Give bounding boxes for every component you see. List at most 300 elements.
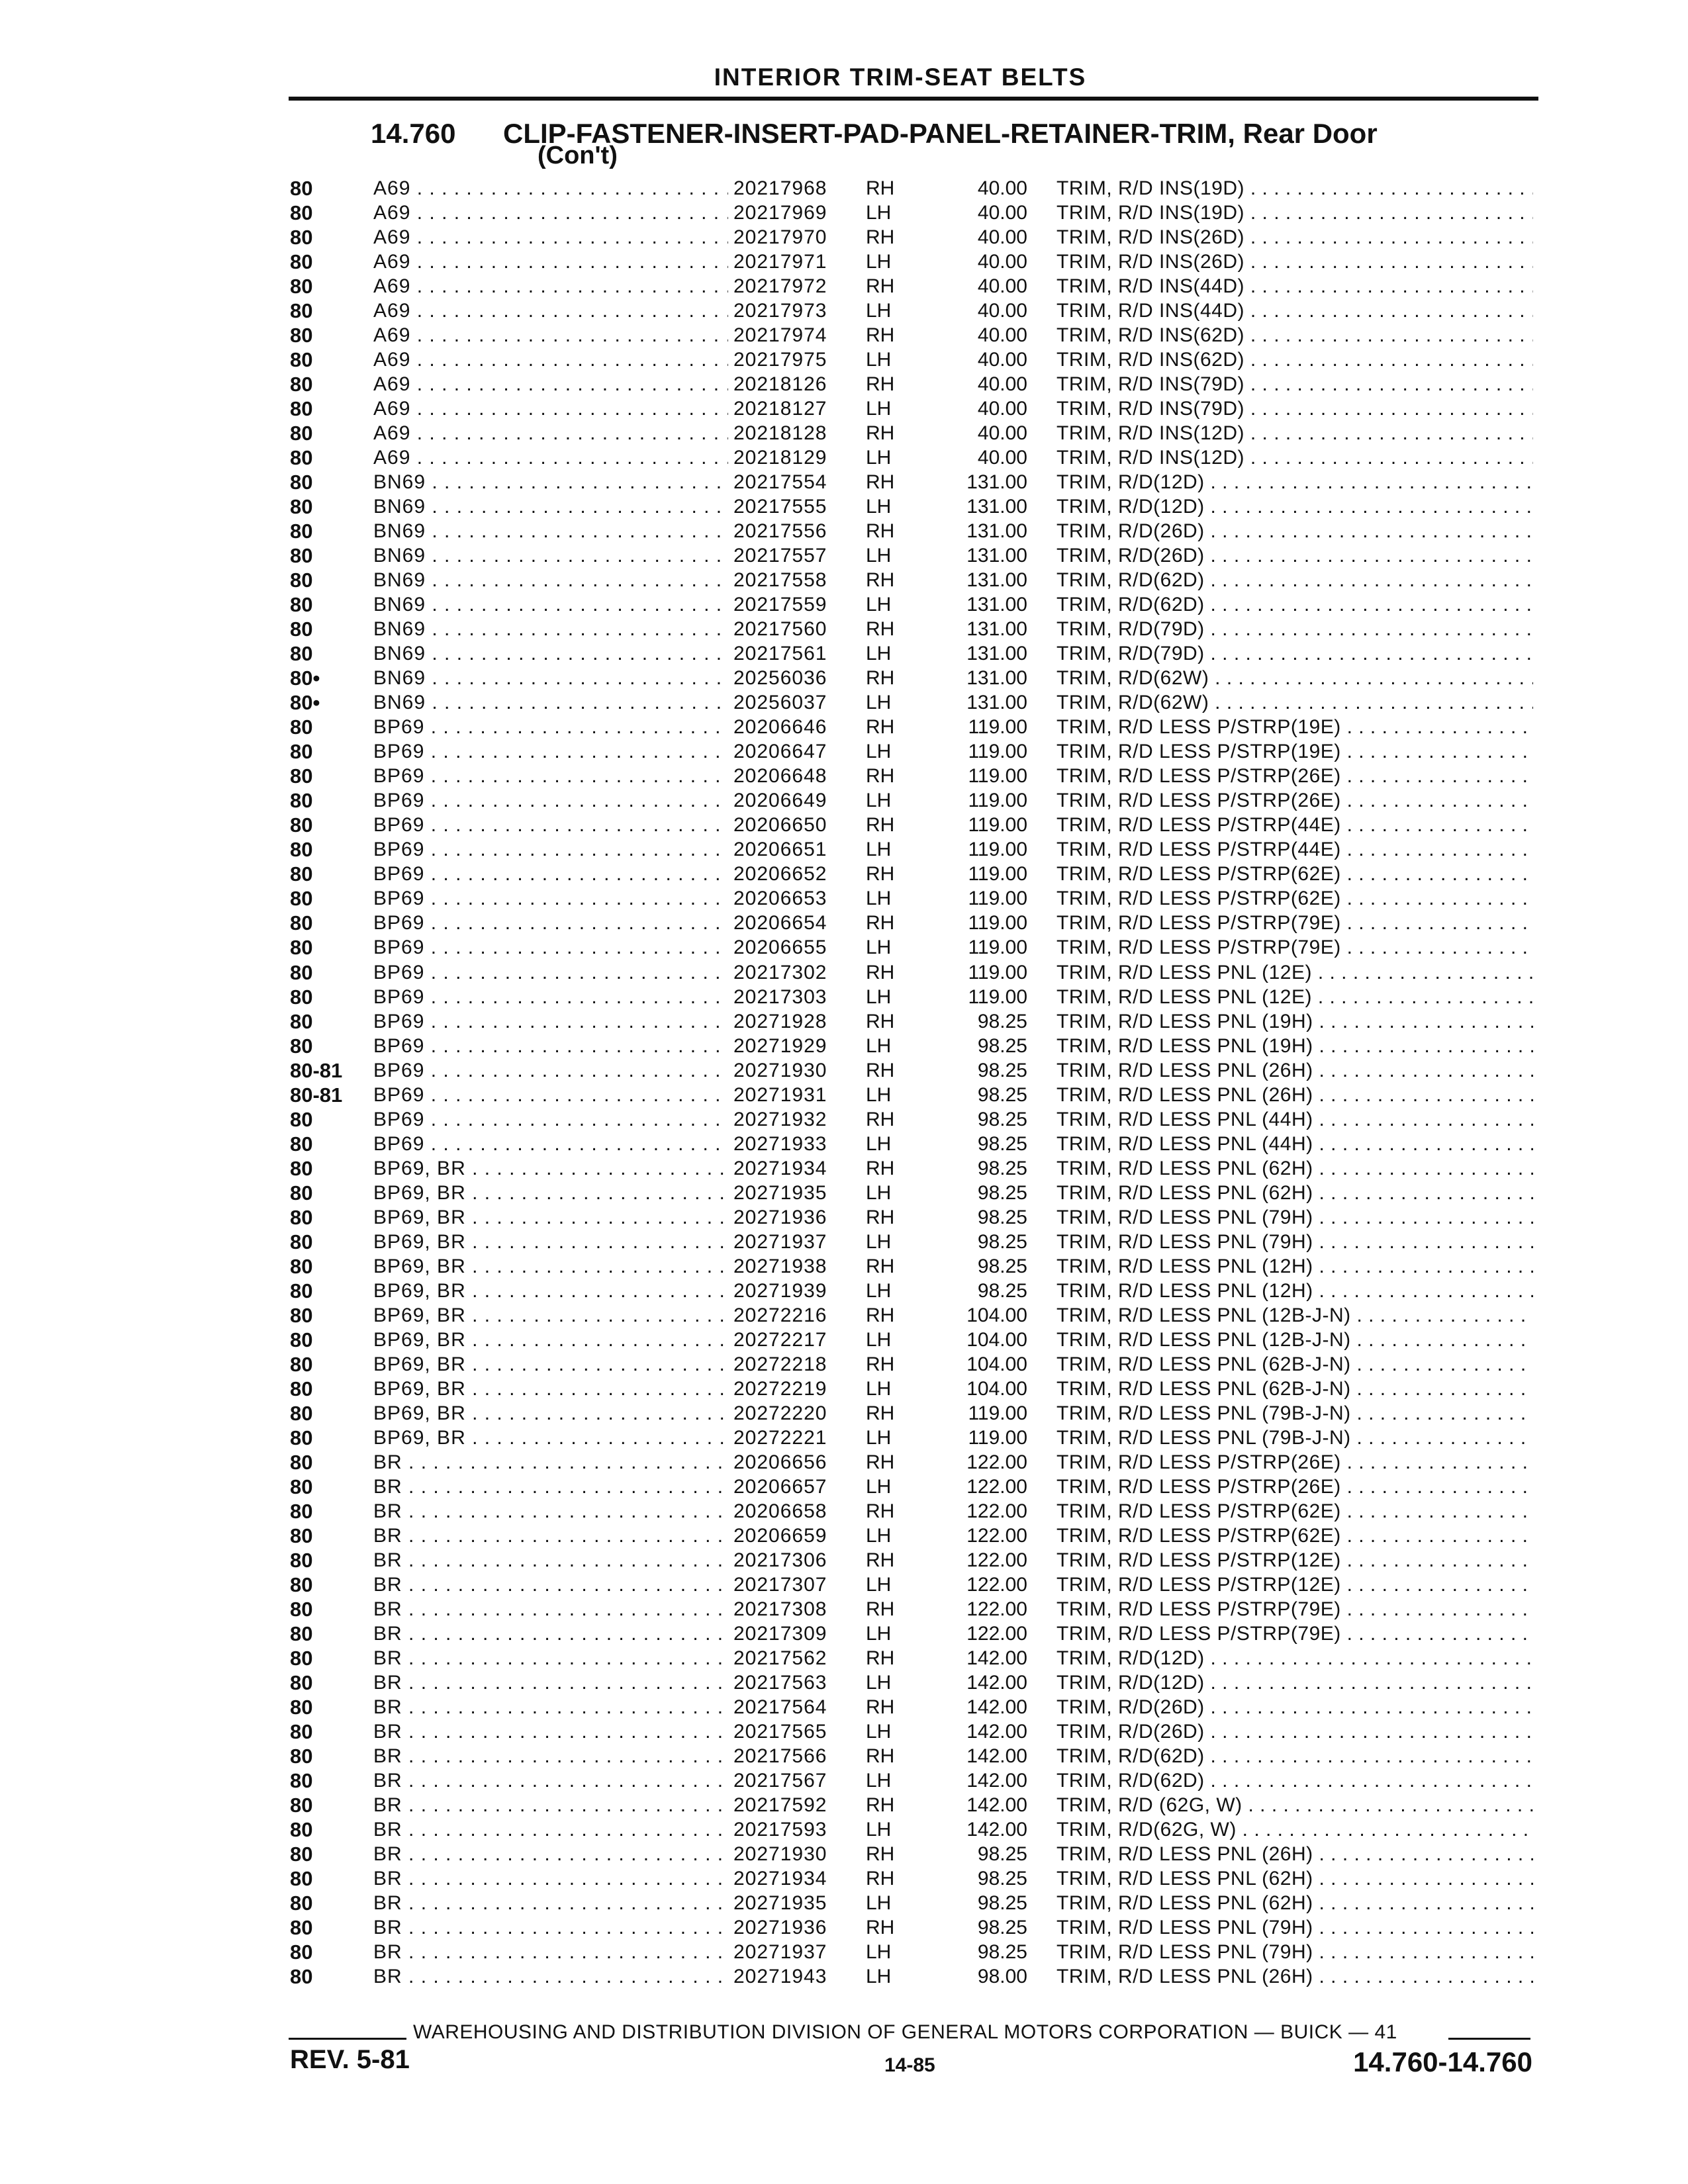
model-cell: BR . . . (373, 1670, 728, 1695)
table-row (0, 543, 1688, 568)
table-row (0, 1866, 1688, 1891)
year-cell: 80 (290, 1965, 313, 1989)
side-cell: RH (866, 1402, 895, 1424)
model-cell: BP69, BR . . . (373, 1230, 728, 1254)
year-cell: 80 (290, 1303, 313, 1327)
part-number-cell: 20206659 (733, 1524, 827, 1547)
description-cell: TRIM, R/D LESS P/STRP(12E) . . . (1056, 1572, 1533, 1597)
model-cell: BR . . . (373, 1793, 728, 1817)
model-cell: A69 . . . (373, 445, 728, 470)
side-cell: LH (866, 839, 892, 861)
price-cell: 40.00 (977, 177, 1027, 199)
price-cell: 98.25 (977, 1892, 1027, 1915)
part-number-cell: 20217303 (733, 985, 827, 1008)
description-cell: TRIM, R/D LESS P/STRP(62E) . . . (1056, 1499, 1533, 1524)
table-row (0, 935, 1688, 960)
part-number-cell: 20217565 (733, 1720, 827, 1743)
price-cell: 142.00 (966, 1671, 1027, 1694)
description-cell: TRIM, R/D INS(12D) . . . (1056, 445, 1533, 470)
side-cell: RH (866, 1745, 895, 1767)
side-cell: RH (866, 1647, 895, 1669)
year-cell: 80 (290, 446, 313, 470)
model-cell: A69 . . . (373, 396, 728, 421)
description-cell: TRIM, R/D LESS PNL (62H) . . . (1056, 1181, 1533, 1205)
model-cell: A69 . . . (373, 250, 728, 274)
side-cell: RH (866, 765, 895, 788)
description-cell: TRIM, R/D LESS PNL (26H) . . . (1056, 1964, 1533, 1989)
year-cell: 80 (290, 275, 313, 298)
part-number-cell: 20217559 (733, 594, 827, 616)
price-cell: 40.00 (977, 251, 1027, 273)
part-number-cell: 20217558 (733, 569, 827, 592)
price-cell: 40.00 (977, 447, 1027, 469)
model-cell: BP69 . . . (373, 985, 728, 1009)
price-cell: 122.00 (966, 1475, 1027, 1498)
model-cell: A69 . . . (373, 176, 728, 201)
table-row (0, 568, 1688, 592)
model-cell: BP69, BR . . . (373, 1377, 728, 1401)
part-number-cell: 20271936 (733, 1917, 827, 1939)
table-row (0, 1083, 1688, 1107)
side-cell: LH (866, 545, 892, 567)
description-cell: TRIM, R/D LESS P/STRP(62E) . . . (1056, 1524, 1533, 1548)
price-cell: 104.00 (966, 1328, 1027, 1351)
part-number-cell: 20217302 (733, 961, 827, 983)
year-cell: 80 (290, 1891, 313, 1915)
side-cell: LH (866, 1720, 892, 1743)
table-row (0, 1181, 1688, 1205)
description-cell: TRIM, R/D LESS PNL (62B-J-N) . . . (1056, 1377, 1533, 1401)
price-cell: 119.00 (968, 741, 1027, 763)
side-cell: RH (866, 1868, 895, 1890)
price-cell: 119.00 (968, 961, 1027, 983)
side-cell: RH (866, 1549, 895, 1571)
side-cell: RH (866, 1917, 895, 1939)
table-row (0, 1719, 1688, 1744)
model-cell: BP69 . . . (373, 1009, 728, 1034)
model-cell: BN69 . . . (373, 592, 728, 617)
year-cell: 80 (290, 1450, 313, 1474)
part-number-cell: 20271935 (733, 1181, 827, 1204)
table-row (0, 886, 1688, 911)
side-cell: RH (866, 716, 895, 739)
price-cell: 98.25 (977, 1843, 1027, 1866)
description-cell: TRIM, R/D LESS PNL (79H) . . . (1056, 1205, 1533, 1230)
model-cell: BP69, BR . . . (373, 1156, 728, 1181)
description-cell: TRIM, R/D INS(26D) . . . (1056, 225, 1533, 250)
part-number-cell: 20271928 (733, 1010, 827, 1032)
price-cell: 142.00 (966, 1794, 1027, 1817)
year-cell: 80 (290, 1328, 313, 1351)
model-cell: BN69 . . . (373, 617, 728, 641)
part-number-cell: 20271938 (733, 1255, 827, 1277)
table-row (0, 985, 1688, 1009)
description-cell: TRIM, R/D LESS P/STRP(79E) . . . (1056, 935, 1533, 960)
part-number-cell: 20256036 (733, 667, 827, 690)
model-cell: BP69, BR . . . (373, 1181, 728, 1205)
model-cell: BP69 . . . (373, 837, 728, 862)
description-cell: TRIM, R/D LESS P/STRP(26E) . . . (1056, 764, 1533, 788)
table-row (0, 1377, 1688, 1401)
side-cell: LH (866, 741, 892, 763)
description-cell: TRIM, R/D INS(44D) . . . (1056, 298, 1533, 323)
year-cell: 80 (290, 544, 313, 568)
price-cell: 131.00 (966, 569, 1027, 592)
side-cell: LH (866, 1230, 892, 1253)
model-cell: BR . . . (373, 1891, 728, 1915)
model-cell: BR . . . (373, 1744, 728, 1768)
description-cell: TRIM, R/D LESS P/STRP(44E) . . . (1056, 813, 1533, 837)
table-row (0, 1768, 1688, 1793)
part-number-cell: 20218126 (733, 373, 827, 396)
side-cell: LH (866, 300, 892, 322)
side-cell: LH (866, 1377, 892, 1400)
model-cell: BR . . . (373, 1695, 728, 1719)
price-cell: 131.00 (966, 545, 1027, 567)
description-cell: TRIM, R/D LESS PNL (26H) . . . (1056, 1842, 1533, 1866)
table-row (0, 421, 1688, 445)
side-cell: RH (866, 226, 895, 249)
price-cell: 40.00 (977, 226, 1027, 249)
table-row (0, 1230, 1688, 1254)
model-cell: BP69, BR . . . (373, 1303, 728, 1328)
part-number-cell: 20217969 (733, 202, 827, 224)
year-cell: 80 (290, 1475, 313, 1498)
description-cell: TRIM, R/D(26D) . . . (1056, 1719, 1533, 1744)
year-cell: 80 (290, 715, 313, 739)
page-title: INTERIOR TRIM-SEAT BELTS (714, 64, 1087, 91)
description-cell: TRIM, R/D LESS PNL (12H) . . . (1056, 1279, 1533, 1303)
table-row (0, 666, 1688, 690)
description-cell: TRIM, R/D LESS P/STRP(19E) . . . (1056, 715, 1533, 739)
table-row (0, 201, 1688, 225)
description-cell: TRIM, R/D LESS P/STRP(26E) . . . (1056, 1450, 1533, 1475)
side-cell: RH (866, 1353, 895, 1375)
part-number-cell: 20271933 (733, 1132, 827, 1155)
year-cell: 80 (290, 1794, 313, 1817)
side-cell: RH (866, 1157, 895, 1179)
side-cell: LH (866, 496, 892, 518)
model-cell: A69 . . . (373, 298, 728, 323)
year-cell: 80 (290, 1524, 313, 1547)
table-row (0, 764, 1688, 788)
side-cell: LH (866, 1426, 892, 1449)
side-cell: LH (866, 594, 892, 616)
side-cell: RH (866, 961, 895, 983)
price-cell: 98.25 (977, 1083, 1027, 1106)
side-cell: RH (866, 667, 895, 690)
table-row (0, 911, 1688, 935)
model-cell: BR . . . (373, 1450, 728, 1475)
year-cell: 80 (290, 569, 313, 592)
side-cell: LH (866, 251, 892, 273)
price-cell: 98.25 (977, 1255, 1027, 1277)
table-row (0, 1426, 1688, 1450)
price-cell: 131.00 (966, 667, 1027, 690)
part-number-cell: 20271931 (733, 1083, 827, 1106)
part-number-cell: 20206649 (733, 790, 827, 812)
part-number-cell: 20271935 (733, 1892, 827, 1915)
description-cell: TRIM, R/D(12D) . . . (1056, 494, 1533, 519)
table-row (0, 1548, 1688, 1572)
model-cell: BR . . . (373, 1475, 728, 1499)
side-cell: LH (866, 1475, 892, 1498)
table-row (0, 960, 1688, 985)
part-number-cell: 20271939 (733, 1279, 827, 1302)
side-cell: LH (866, 1966, 892, 1988)
table-row (0, 1328, 1688, 1352)
side-cell: RH (866, 618, 895, 641)
section-range: 14.760-14.760 (1353, 2046, 1532, 2077)
part-number-cell: 20217567 (733, 1770, 827, 1792)
description-cell: TRIM, R/D LESS P/STRP(12E) . . . (1056, 1548, 1533, 1572)
model-cell: A69 . . . (373, 323, 728, 347)
part-number-cell: 20272216 (733, 1304, 827, 1326)
year-cell: 80 (290, 520, 313, 543)
side-cell: RH (866, 1598, 895, 1620)
year-cell: 80 (290, 1745, 313, 1768)
price-cell: 119.00 (968, 765, 1027, 788)
description-cell: TRIM, R/D LESS P/STRP(44E) . . . (1056, 837, 1533, 862)
footer-rule-left (289, 2038, 406, 2040)
side-cell: LH (866, 1573, 892, 1596)
price-cell: 131.00 (966, 643, 1027, 665)
year-cell: 80 (290, 1670, 313, 1694)
table-row (0, 1670, 1688, 1695)
section-number: 14.760 (371, 118, 456, 149)
year-cell: 80 (290, 1646, 313, 1670)
part-number-cell: 20272218 (733, 1353, 827, 1375)
table-row (0, 1499, 1688, 1524)
part-number-cell: 20271937 (733, 1941, 827, 1964)
year-cell: 80 (290, 1034, 313, 1058)
side-cell: LH (866, 692, 892, 714)
year-cell: 80 (290, 1132, 313, 1156)
table-row (0, 250, 1688, 274)
table-row (0, 1475, 1688, 1499)
year-cell: 80 (290, 789, 313, 813)
part-number-cell: 20271934 (733, 1157, 827, 1179)
year-cell: 80 (290, 1499, 313, 1523)
table-row (0, 715, 1688, 739)
table-row (0, 1817, 1688, 1842)
table-row (0, 592, 1688, 617)
table-row (0, 1695, 1688, 1719)
year-cell: 80 (290, 1818, 313, 1842)
side-cell: LH (866, 1671, 892, 1694)
description-cell: TRIM, R/D(79D) . . . (1056, 617, 1533, 641)
model-cell: A69 . . . (373, 201, 728, 225)
header-rule (289, 97, 1538, 101)
page-number: 14-85 (884, 2054, 935, 2076)
year-cell: 80 (290, 1867, 313, 1891)
table-row (0, 372, 1688, 396)
table-row (0, 1279, 1688, 1303)
model-cell: BP69, BR . . . (373, 1279, 728, 1303)
price-cell: 131.00 (966, 692, 1027, 714)
side-cell: RH (866, 1108, 895, 1130)
price-cell: 122.00 (966, 1598, 1027, 1620)
table-row (0, 1524, 1688, 1548)
description-cell: TRIM, R/D(62W) . . . (1056, 666, 1533, 690)
table-row (0, 347, 1688, 372)
model-cell: BP69 . . . (373, 1034, 728, 1058)
model-cell: BP69 . . . (373, 813, 728, 837)
year-cell: 80 (290, 1695, 313, 1719)
side-cell: RH (866, 1500, 895, 1522)
side-cell: RH (866, 1304, 895, 1326)
table-row (0, 1205, 1688, 1230)
side-cell: LH (866, 398, 892, 420)
year-cell: 80 (290, 936, 313, 960)
price-cell: 119.00 (968, 839, 1027, 861)
model-cell: BP69 . . . (373, 1058, 728, 1083)
table-row (0, 494, 1688, 519)
part-number-cell: 20217308 (733, 1598, 827, 1620)
description-cell: TRIM, R/D LESS PNL (62B-J-N) . . . (1056, 1352, 1533, 1377)
table-row (0, 1352, 1688, 1377)
side-cell: LH (866, 1770, 892, 1792)
year-cell: 80-81 (290, 1058, 343, 1082)
parts-list (0, 176, 1688, 1989)
description-cell: TRIM, R/D INS(79D) . . . (1056, 372, 1533, 396)
year-cell: 80 (290, 1548, 313, 1572)
footer-rule-right (1448, 2038, 1530, 2040)
side-cell: LH (866, 202, 892, 224)
part-number-cell: 20217566 (733, 1745, 827, 1767)
model-cell: BR . . . (373, 1548, 728, 1572)
price-cell: 142.00 (966, 1745, 1027, 1767)
table-row (0, 1842, 1688, 1866)
year-cell: 80 (290, 495, 313, 519)
side-cell: LH (866, 1892, 892, 1915)
part-number-cell: 20256037 (733, 692, 827, 714)
year-cell: 80• (290, 666, 320, 690)
description-cell: TRIM, R/D LESS PNL (44H) . . . (1056, 1132, 1533, 1156)
model-cell: A69 . . . (373, 347, 728, 372)
table-row (0, 1891, 1688, 1915)
price-cell: 119.00 (968, 887, 1027, 910)
part-number-cell: 20271930 (733, 1843, 827, 1866)
year-cell: 80 (290, 1377, 313, 1400)
part-number-cell: 20206653 (733, 887, 827, 910)
table-row (0, 1034, 1688, 1058)
model-cell: BN69 . . . (373, 641, 728, 666)
price-cell: 98.25 (977, 1132, 1027, 1155)
side-cell: RH (866, 912, 895, 934)
price-cell: 40.00 (977, 202, 1027, 224)
part-number-cell: 20206654 (733, 912, 827, 934)
year-cell: 80 (290, 1597, 313, 1621)
part-number-cell: 20217554 (733, 471, 827, 494)
part-number-cell: 20217307 (733, 1573, 827, 1596)
table-row (0, 1132, 1688, 1156)
price-cell: 40.00 (977, 349, 1027, 371)
year-cell: 80 (290, 1230, 313, 1253)
side-cell: LH (866, 447, 892, 469)
part-number-cell: 20217972 (733, 275, 827, 298)
description-cell: TRIM, R/D LESS PNL (62H) . . . (1056, 1156, 1533, 1181)
part-number-cell: 20271936 (733, 1206, 827, 1228)
part-number-cell: 20217562 (733, 1647, 827, 1669)
part-number-cell: 20218128 (733, 422, 827, 445)
model-cell: A69 . . . (373, 421, 728, 445)
table-row (0, 1572, 1688, 1597)
description-cell: TRIM, R/D LESS PNL (26H) . . . (1056, 1083, 1533, 1107)
side-cell: LH (866, 1819, 892, 1841)
price-cell: 131.00 (966, 520, 1027, 543)
year-cell: 80 (290, 1254, 313, 1278)
side-cell: LH (866, 887, 892, 910)
part-number-cell: 20272217 (733, 1328, 827, 1351)
model-cell: BP69, BR . . . (373, 1205, 728, 1230)
table-row (0, 1156, 1688, 1181)
part-number-cell: 20271929 (733, 1034, 827, 1057)
price-cell: 142.00 (966, 1696, 1027, 1718)
part-number-cell: 20217306 (733, 1549, 827, 1571)
model-cell: A69 . . . (373, 372, 728, 396)
price-cell: 98.25 (977, 1230, 1027, 1253)
side-cell: RH (866, 1255, 895, 1277)
description-cell: TRIM, R/D INS(62D) . . . (1056, 323, 1533, 347)
price-cell: 131.00 (966, 618, 1027, 641)
table-row (0, 1058, 1688, 1083)
section-title: CLIP-FASTENER-INSERT-PAD-PANEL-RETAINER-TRIM, Rear Door (503, 118, 1378, 149)
description-cell: TRIM, R/D LESS PNL (44H) . . . (1056, 1107, 1533, 1132)
model-cell: BP69 . . . (373, 960, 728, 985)
table-row (0, 1964, 1688, 1989)
description-cell: TRIM, R/D LESS P/STRP(79E) . . . (1056, 911, 1533, 935)
price-cell: 119.00 (968, 790, 1027, 812)
side-cell: RH (866, 863, 895, 886)
description-cell: TRIM, R/D LESS PNL (26H) . . . (1056, 1058, 1533, 1083)
description-cell: TRIM, R/D LESS P/STRP(79E) . . . (1056, 1621, 1533, 1646)
side-cell: LH (866, 1328, 892, 1351)
table-row (0, 1009, 1688, 1034)
year-cell: 80 (290, 887, 313, 911)
year-cell: 80 (290, 324, 313, 347)
model-cell: BP69 . . . (373, 886, 728, 911)
price-cell: 122.00 (966, 1451, 1027, 1473)
side-cell: LH (866, 790, 892, 812)
price-cell: 98.25 (977, 1917, 1027, 1939)
description-cell: TRIM, R/D(26D) . . . (1056, 1695, 1533, 1719)
price-cell: 40.00 (977, 422, 1027, 445)
description-cell: TRIM, R/D LESS PNL (12E) . . . (1056, 960, 1533, 985)
year-cell: 80 (290, 201, 313, 225)
price-cell: 142.00 (966, 1770, 1027, 1792)
side-cell: RH (866, 1010, 895, 1032)
price-cell: 119.00 (968, 912, 1027, 934)
price-cell: 142.00 (966, 1647, 1027, 1669)
price-cell: 98.00 (977, 1966, 1027, 1988)
table-row (0, 1646, 1688, 1670)
table-row (0, 1915, 1688, 1940)
model-cell: BR . . . (373, 1621, 728, 1646)
part-number-cell: 20217971 (733, 251, 827, 273)
model-cell: BN69 . . . (373, 690, 728, 715)
model-cell: BR . . . (373, 1499, 728, 1524)
table-row (0, 1744, 1688, 1768)
model-cell: BP69 . . . (373, 715, 728, 739)
side-cell: LH (866, 1941, 892, 1964)
part-number-cell: 20217564 (733, 1696, 827, 1718)
side-cell: LH (866, 349, 892, 371)
description-cell: TRIM, R/D(12D) . . . (1056, 1670, 1533, 1695)
table-row (0, 1401, 1688, 1426)
footer-text: WAREHOUSING AND DISTRIBUTION DIVISION OF GENERAL MOTORS CORPORATION — BUICK — 41 (413, 2021, 1397, 2043)
part-number-cell: 20206658 (733, 1500, 827, 1522)
